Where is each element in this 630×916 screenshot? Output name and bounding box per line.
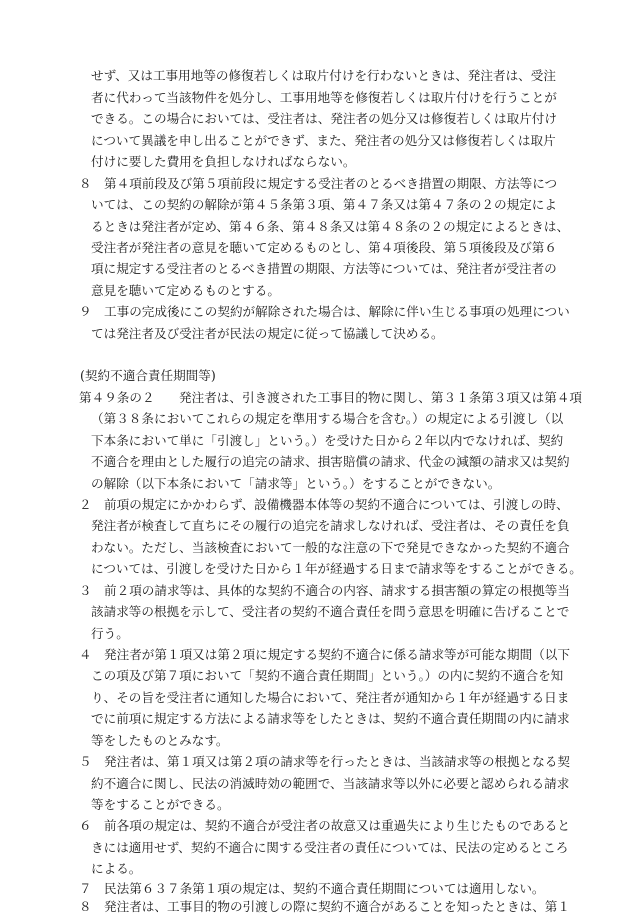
text-line: （第３８条においてこれらの規定を準用する場合を含む。）の規定による引渡し（以 xyxy=(91,411,564,426)
text-line: せず、又は工事用地等の修復若しくは取片付けを行わないときは、発注者は、受注 xyxy=(91,68,556,83)
text-line: ては発注者及び受注者が民法の規定に従って協議して決める。 xyxy=(91,326,444,341)
text-line: の解除（以下本条において「請求等」という。）をすることができない。 xyxy=(91,476,501,491)
text-line: 前項の規定にかかわらず、設備機器本体等の契約不適合については、引渡しの時、 xyxy=(104,497,569,512)
text-line: 民法第６３７条第１項の規定は、契約不適合責任期間については適用しない。 xyxy=(104,881,545,896)
text-line: 者に代わって当該物件を処分し、工事用地等を修復若しくは取片付けを行うことが xyxy=(91,90,557,105)
text-line: り、その旨を受注者に通知した場合において、発注者が通知から１年が経過する日ま xyxy=(91,690,570,705)
item-number: ５ xyxy=(79,754,92,769)
item-number: ８ xyxy=(79,899,92,914)
text-line: できる。この場合においては、受注者は、発注者の処分又は修復若しくは取片付け xyxy=(91,111,557,126)
text-line: 意見を聴いて定めるものとする。 xyxy=(91,283,280,298)
text-line: いては、この契約の解除が第４５条第３項、第４７条又は第４７条の２の規定によ xyxy=(91,197,557,212)
item-number: ２ xyxy=(79,497,92,512)
item-number: ４ xyxy=(79,647,92,662)
item-number: ６ xyxy=(79,818,92,833)
text-line: 受注者が発注者の意見を聴いて定めるものとし、第４項後段、第５項後段及び第６ xyxy=(91,240,557,255)
text-line: 該請求等の根拠を示して、受注者の契約不適合責任を問う意思を明確に告げることで xyxy=(91,604,570,619)
article-number: 第４９条の２ xyxy=(79,390,155,405)
text-line: 発注者は、引き渡された工事目的物に関し、第３１条第３項又は第４項 xyxy=(179,390,582,405)
text-line: 項に規定する受注者のとるべき措置の期限、方法等については、発注者が受注者の xyxy=(91,261,557,276)
item-number: ８ xyxy=(79,176,92,191)
text-line: 等をすることができる。 xyxy=(91,797,230,812)
text-line: 前各項の規定は、契約不適合が受注者の故意又は重過失により生じたものであると xyxy=(104,818,570,833)
text-line: 前２項の請求等は、具体的な契約不適合の内容、請求する損害額の算定の根拠等当 xyxy=(104,583,570,598)
text-line: この項及び第７項において「契約不適合責任期間」という。）の内に契約不適合を知 xyxy=(91,668,564,683)
item-number: ３ xyxy=(79,583,92,598)
text-line: 発注者が第１項又は第２項に規定する契約不適合に係る請求等が可能な期間（以下 xyxy=(104,647,570,662)
text-line: 行う。 xyxy=(91,626,129,641)
text-line: きには適用せず、契約不適合に関する受注者の責任については、民法の定めるところ xyxy=(91,840,569,855)
text-line: 等をしたものとみなす。 xyxy=(91,733,229,748)
text-line: 不適合を理由とした履行の追完の請求、損害賠償の請求、代金の減額の請求又は契約 xyxy=(91,454,570,469)
text-line: 約不適合に関し、民法の消滅時効の範囲で、当該請求等以外に必要と認められる請求 xyxy=(91,776,570,791)
text-line: わない。ただし、当該検査において一般的な注意の下で発見できなかった契約不適合 xyxy=(91,540,570,555)
text-line: 第４項前段及び第５項前段に規定する受注者のとるべき措置の期限、方法等につ xyxy=(104,176,558,191)
text-line: るときは発注者が定め、第４６条、第４８条又は第４８条の２の規定によるときは、 xyxy=(91,219,570,234)
text-line: 工事の完成後にこの契約が解除された場合は、解除に伴い生じる事項の処理につい xyxy=(104,304,570,319)
text-line: 発注者が検査して直ちにその履行の追完を請求しなければ、受注者は、その責任を負 xyxy=(91,518,570,533)
item-number: ７ xyxy=(79,881,92,896)
text-line: 発注者は、第１項又は第２項の請求等を行ったときは、当該請求等の根拠となる契 xyxy=(104,754,570,769)
text-line: については、引渡しを受けた日から１年が経過する日まで請求等をすることができる。 xyxy=(91,561,582,576)
text-line: でに前項に規定する方法による請求等をしたときは、契約不適合責任期間の内に請求 xyxy=(91,711,570,726)
text-line: 付けに要した費用を負担しなければならない。 xyxy=(91,154,356,169)
item-number: ９ xyxy=(79,304,92,319)
section-heading: (契約不適合責任期間等) xyxy=(80,368,216,383)
text-line: による。 xyxy=(91,861,142,876)
text-line: 下本条において単に「引渡し」という。）を受けた日から２年以内でなければ、契約 xyxy=(91,433,564,448)
text-line: 発注者は、工事目的物の引渡しの際に契約不適合があることを知ったときは、第１ xyxy=(104,899,570,914)
text-line: について異議を申し出ることができず、また、発注者の処分又は修復若しくは取片 xyxy=(91,133,556,148)
